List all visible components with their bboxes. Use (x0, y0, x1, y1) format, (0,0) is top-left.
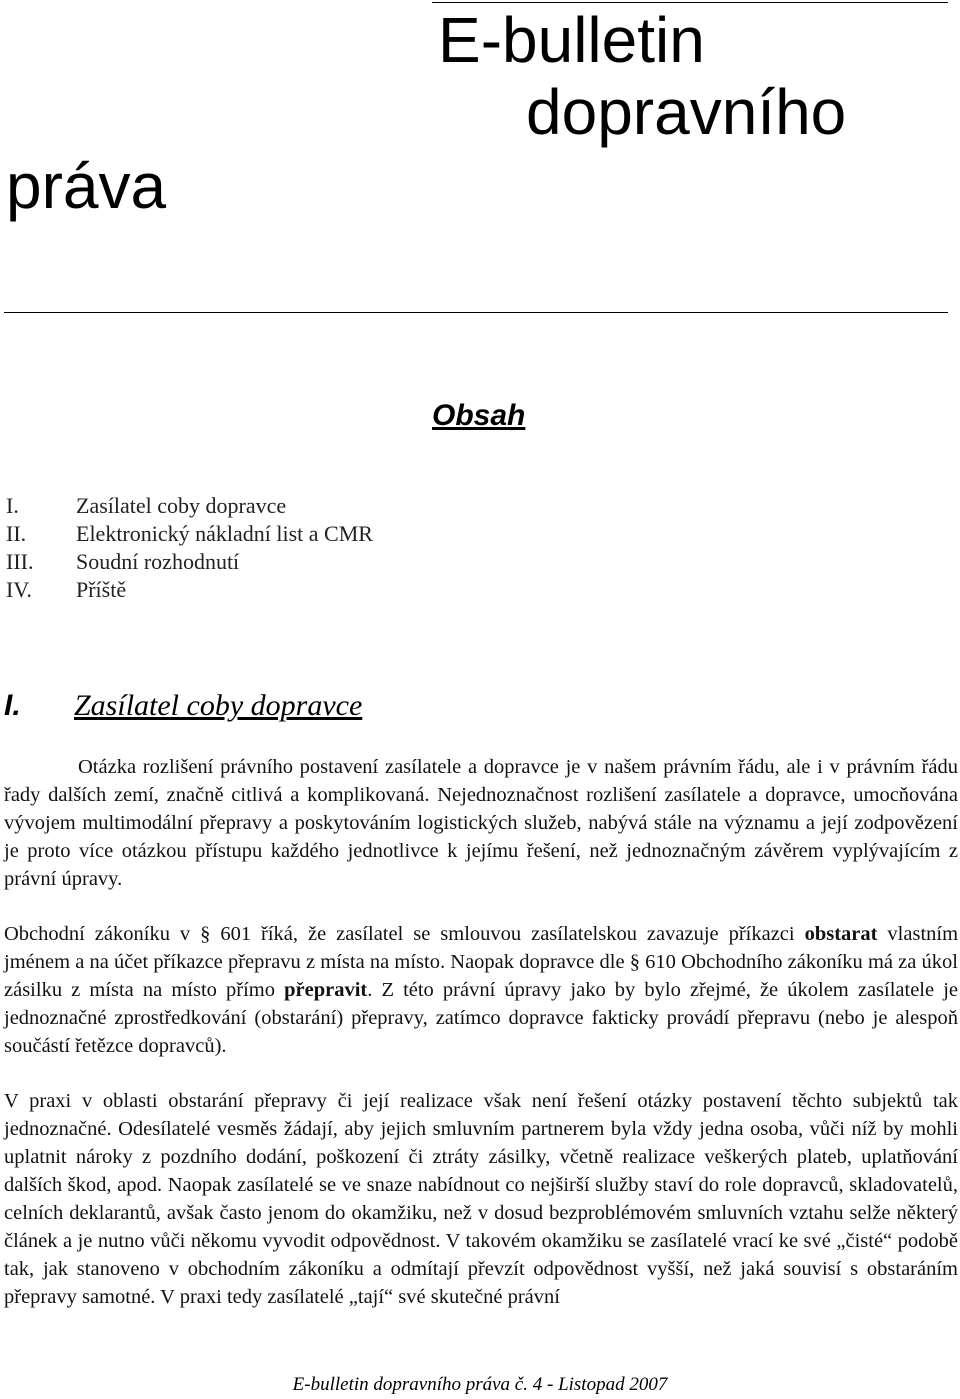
section-number: I. (4, 689, 21, 722)
paragraph-2-text-b: vlastním jménem a na účet příkazce přepravu z místa na místo. Naopak dopravce dle § 610 Obchodního zákoníku má za úkol zásilku z místa na místo přímo (4, 923, 959, 1001)
bulletin-title-line-2: dopravního (526, 76, 847, 148)
bulletin-title-line-3: práva (6, 150, 167, 222)
paragraph-2-text-a: Obchodní zákoníku v § 601 říká, že zasílatel se smlouvou zasílatelskou zavazuje příkazci (4, 923, 795, 945)
emphasis-prepravit: přepravit (284, 979, 368, 1001)
emphasis-obstarat: obstarat (804, 923, 878, 945)
bulletin-title-line-1: E-bulletin (438, 4, 705, 76)
toc-item-number: III. (6, 549, 34, 574)
toc-item-label: Elektronický nákladní list a CMR (76, 521, 373, 546)
paragraph-3-text: V praxi v oblasti obstarání přepravy či její realizace však není řešení otázky postavení těchto subjektů tak jednoznačné. Odesílatelé vesměs žádají, aby jejich smluvním partnerem byla vždy jedna osoba, vůči níž by mohli uplatnit nároky z pozdního dodání, poškození či ztráty zásilky, včetně realizace veškerých plateb, uplatňování dalších škod, apod. Naopak zasílatelé se ve snaze nabídnout co nejširší služby staví do role dopravců, skladovatelů, celních deklarantů, avšak často jenom do okamžiku, než v dosud bezproblémovém smluvních vztahu selže některý článek a je nutno vůči někomu vyvodit odpovědnost. V takovém okamžiku se zasílatelé vrací ke své „čisté“ podobě tak, jak stanoveno v obchodním zákoníku a odmítají převzít odpovědnost vyšší, než jaká souvisí s obstaráním přepravy samotné. V praxi tedy zasílatelé „tají“ své skutečné právní (4, 1090, 958, 1308)
toc-item-label: Soudní rozhodnutí (76, 549, 240, 574)
page-footer: E-bulletin dopravního práva č. 4 - Listopad 2007 (292, 1374, 668, 1395)
paragraph-2-text-c: . Z této právní úpravy jako by bylo zřejmé, že úkolem zasílatele je jednoznačné zprostředkování (obstarání) přepravy, zatímco dopravce fakticky provádí přepravu (nebo je alespoň součástí řetězce dopravců). (4, 979, 958, 1057)
toc-item-number: I. (6, 493, 19, 518)
toc-item[interactable] (6, 492, 606, 520)
article-body (4, 753, 958, 1338)
toc-item-number: IV. (6, 577, 32, 602)
section-title: Zasílatel coby dopravce (74, 689, 363, 722)
section-heading (4, 686, 362, 726)
toc-item[interactable] (6, 548, 606, 576)
toc-item-label: Zasílatel coby dopravce (76, 493, 287, 518)
title-divider (4, 312, 948, 313)
paragraph-1 (4, 753, 958, 893)
toc-item-number: II. (6, 521, 27, 546)
top-rule (432, 2, 948, 3)
table-of-contents (6, 492, 606, 604)
toc-heading: Obsah (432, 399, 526, 432)
paragraph-3 (4, 1087, 958, 1311)
toc-item-label: Příště (76, 577, 127, 602)
paragraph-2 (4, 920, 958, 1060)
toc-item[interactable] (6, 576, 606, 604)
paragraph-1-text: Otázka rozlišení právního postavení zasílatele a dopravce je v našem právním řádu, ale i v právním řádu řady dalších zemí, značně citlivá a komplikovaná. Nejednoznačnost rozlišení zasílatele a dopravce, umocňována vývojem multimodální přepravy a poskytováním logistických služeb, nabývá stále na významu a její zodpovězení je proto více otázkou přístupu každého jednotlivce k jejímu řešení, než jednoznačným závěrem vyplývajícím z právní úpravy. (4, 756, 958, 890)
toc-item[interactable] (6, 520, 606, 548)
